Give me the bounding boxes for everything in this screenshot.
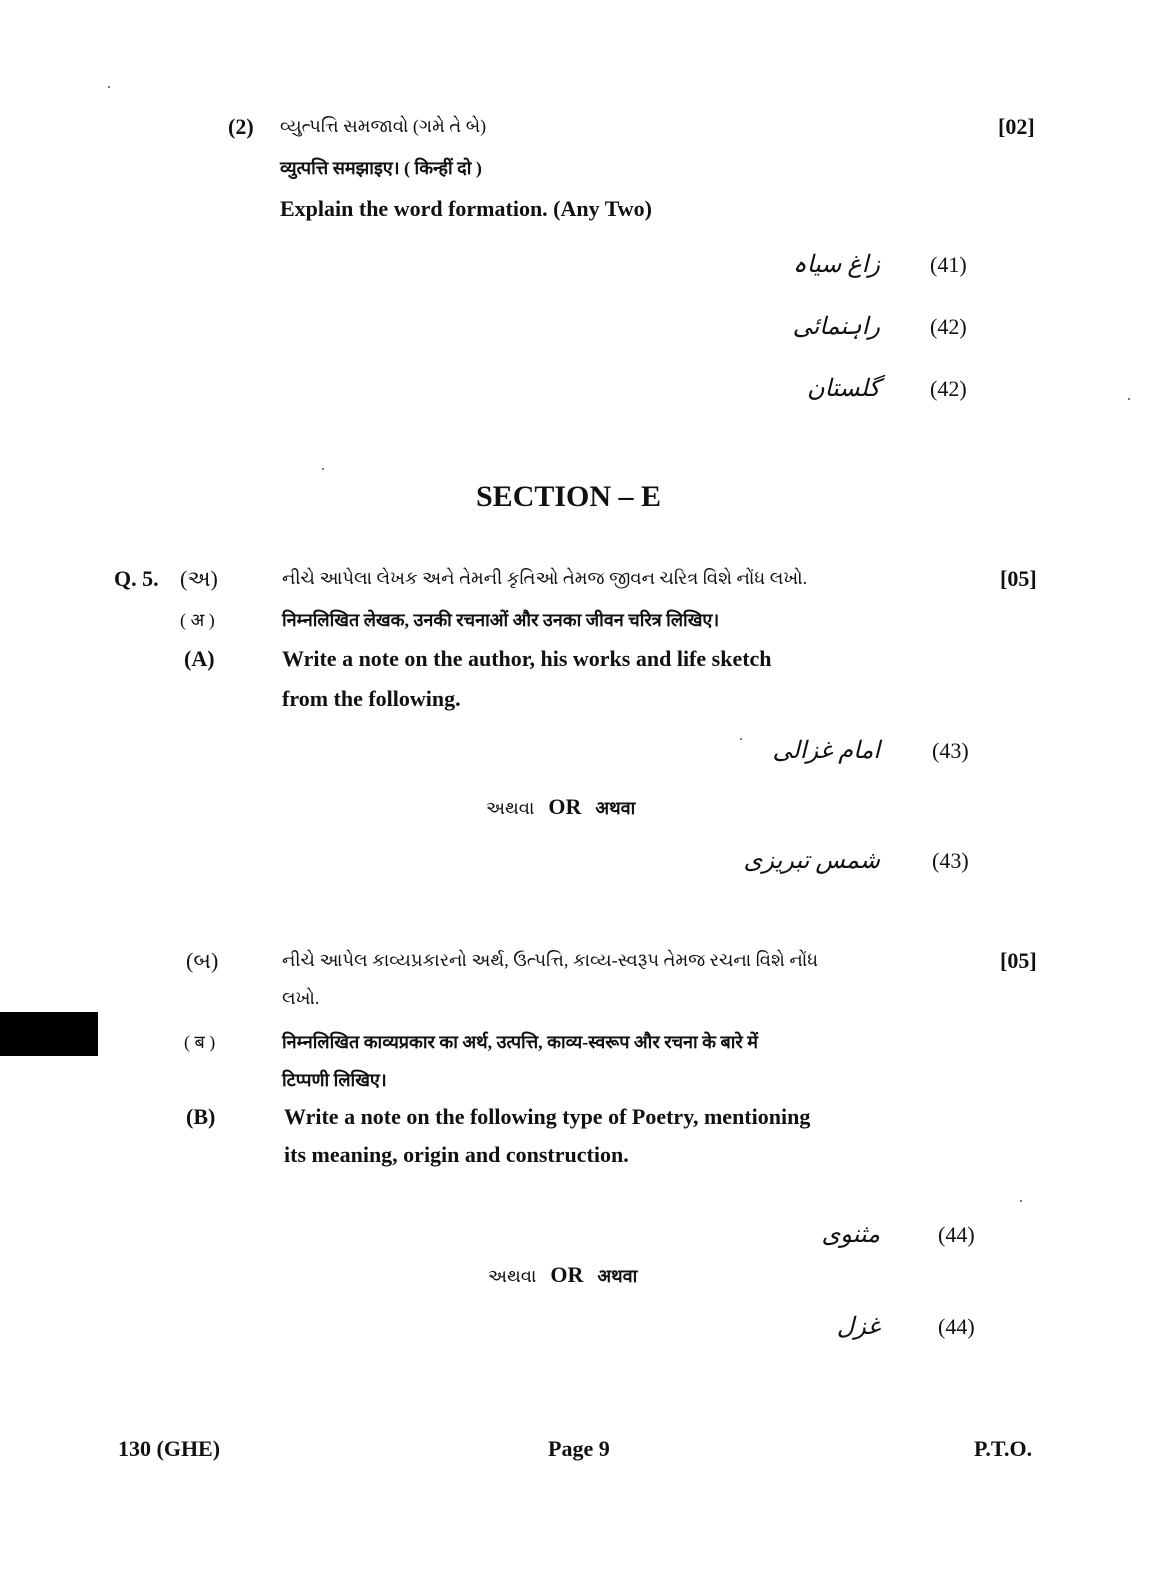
q5b-label-gujarati: (બ) xyxy=(186,948,219,973)
q5b-item-urdu: مثنوی xyxy=(821,1222,880,1248)
scan-black-mark xyxy=(0,1012,98,1056)
or-english: OR xyxy=(550,1262,584,1287)
q5a-item-number: (43) xyxy=(932,848,969,873)
q2-item-number: (41) xyxy=(930,252,967,277)
q5b-or-divider xyxy=(488,1262,637,1288)
q5b-hindi-text-line2: टिप्पणी लिखिए। xyxy=(282,1070,387,1090)
q2-english-text: Explain the word formation. (Any Two) xyxy=(280,196,652,221)
q5b-item-urdu: غزل xyxy=(836,1314,880,1340)
q5b-english-text-line1: Write a note on the following type of Poetry, mentioning xyxy=(284,1104,811,1129)
q2-item-urdu: راہنمائی xyxy=(792,314,880,340)
q5b-gujarati-text-line2: લખો. xyxy=(282,988,320,1008)
or-gujarati: અથવા xyxy=(486,798,535,818)
q2-gujarati-text: વ્યુત્પત્તિ સમજાવો (ગમે તે બે) xyxy=(280,116,487,136)
scan-speck xyxy=(1128,398,1130,400)
q2-item-number: (42) xyxy=(930,314,967,339)
or-hindi: अथवा xyxy=(597,1266,638,1286)
q5b-gujarati-text-line1: નીચે આપેલ કાવ્યપ્રકારનો અર્થ, ઉત્પત્તિ, કાવ્ય-સ્વરૂપ તેમજ રચના વિશે નોંધ xyxy=(282,950,819,970)
footer-page-number: Page 9 xyxy=(548,1436,610,1461)
or-gujarati: અથવા xyxy=(488,1266,537,1286)
q5a-label-english: (A) xyxy=(184,646,215,671)
or-english: OR xyxy=(548,794,582,819)
section-title: SECTION – E xyxy=(476,480,662,513)
q2-hindi-text: व्युत्पत्ति समझाइए। ( किन्हीं दो ) xyxy=(280,158,482,178)
q5b-hindi-text-line1: निम्नलिखित काव्यप्रकार का अर्थ, उत्पत्ति, काव्य-स्वरूप और रचना के बारे में xyxy=(282,1032,759,1052)
q5b-marks: [05] xyxy=(1000,948,1037,973)
q2-marks: [02] xyxy=(998,114,1035,139)
q5b-item-number: (44) xyxy=(938,1314,975,1339)
q5a-or-divider xyxy=(486,794,635,820)
q5b-english-text-line2: its meaning, origin and construction. xyxy=(284,1142,629,1167)
footer-paper-code: 130 (GHE) xyxy=(118,1436,221,1461)
q5a-item-number: (43) xyxy=(932,738,969,763)
scan-speck xyxy=(1020,1200,1022,1202)
q5b-label-hindi: ( ब ) xyxy=(184,1032,216,1052)
q5a-label-gujarati: (અ) xyxy=(180,566,218,591)
q5a-english-text-line1: Write a note on the author, his works and life sketch xyxy=(282,646,772,671)
q2-number: (2) xyxy=(228,114,254,139)
scan-speck xyxy=(322,468,324,470)
q5a-label-hindi: ( अ ) xyxy=(180,610,215,630)
q5-label: Q. 5. xyxy=(114,566,159,591)
q2-item-number: (42) xyxy=(930,376,967,401)
q5a-hindi-text: निम्नलिखित लेखक, उनकी रचनाओं और उनका जीवन चरित्र लिखिए। xyxy=(282,610,720,630)
q5a-english-text-line2: from the following. xyxy=(282,686,461,711)
scan-speck xyxy=(108,86,110,88)
q5a-item-urdu: امام غزالی xyxy=(772,738,880,764)
footer-pto: P.T.O. xyxy=(974,1436,1033,1461)
q5a-item-urdu: شمس تبریزی xyxy=(743,848,880,874)
q5b-item-number: (44) xyxy=(938,1222,975,1247)
q2-item-urdu: گلستان xyxy=(807,376,880,402)
q2-item-urdu: زاغ سیاہ xyxy=(792,252,880,278)
or-hindi: अथवा xyxy=(595,798,636,818)
q5a-gujarati-text: નીચે આપેલા લેખક અને તેમની કૃતિઓ તેમજ જીવન ચરિત્ર વિશે નોંધ લખો. xyxy=(282,568,808,588)
q5b-label-english: (B) xyxy=(186,1104,216,1129)
q5a-marks: [05] xyxy=(1000,566,1037,591)
